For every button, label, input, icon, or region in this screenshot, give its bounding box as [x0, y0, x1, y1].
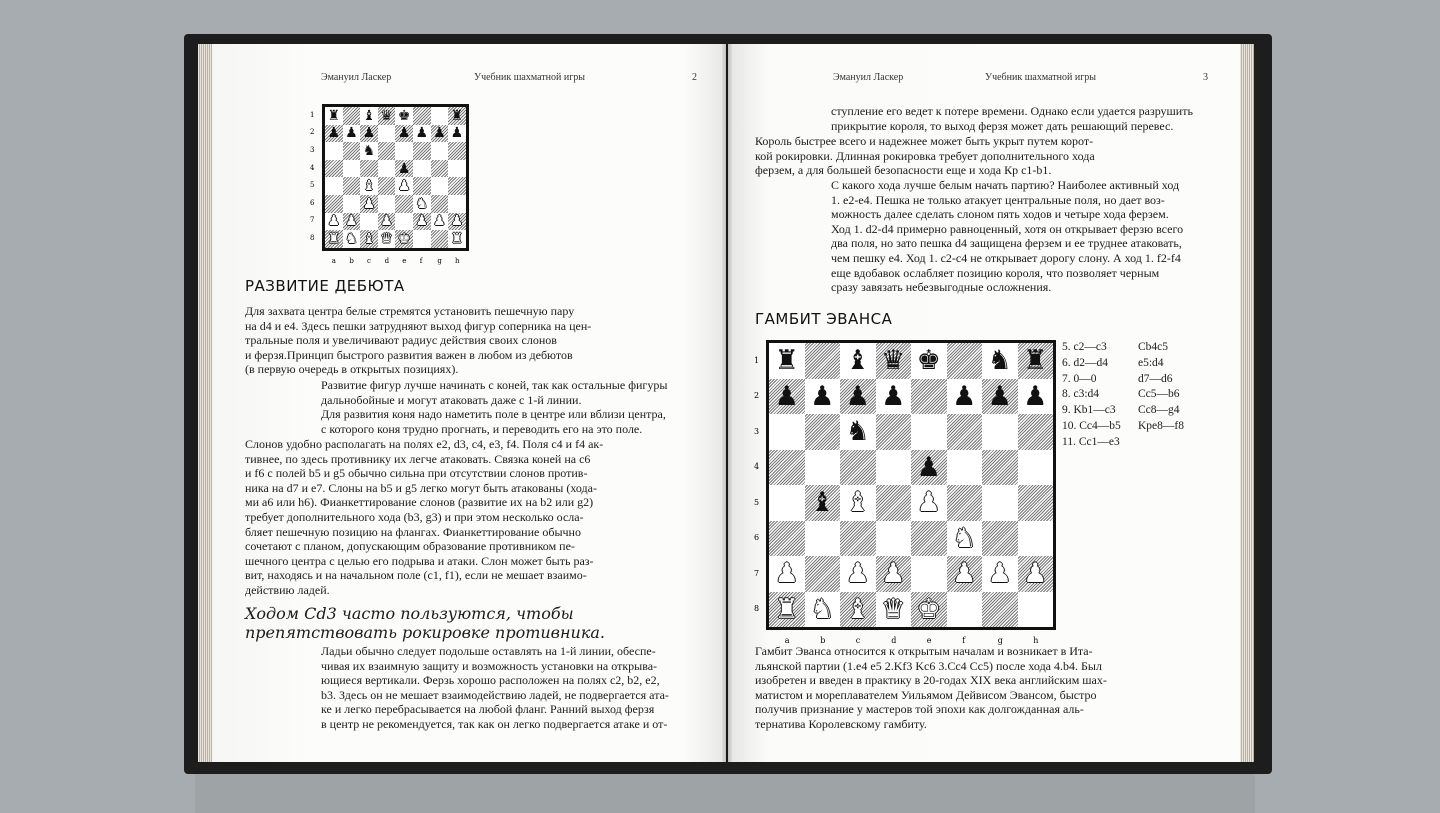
left-paragraph-3: Слонов удобно располагать на полях e2, d3, c4, e3, f4. Поля c4 и f4 ак- тивнее, по здесь противнику их легче атаковать. Связка коней на c6 и f6 с полей b5 и g5 обычно сильна при отсутствии слонов против- ника на d7 и e7. Слоны на b5 и g5 легко могут быть атакованы (ходa- ми a6 или h6). Фианкеттирование слонов (развитие их на b2 или g2) требует дополнительного хода (b3, g3) и при этом несколько осла- бляет пешечную позицию на флангах. Фианкеттирование обычно сочетают с планом, допускающим образование противником пе- шечного центра с целью его подрыва и атаки. Слон может быть раз- вит, находясь и на начальном поле (c1, f1), если не мешает взаимо- действию ладей.: [245, 437, 604, 597]
board-square: [431, 177, 449, 195]
board-square: [982, 556, 1018, 592]
white-pawn-icon: ♟: [1023, 558, 1048, 590]
board-square: [395, 142, 413, 160]
white-move: 7. 0—0: [1062, 372, 1097, 385]
black-rook-icon: ♜: [1023, 345, 1048, 377]
board-square: [395, 160, 413, 178]
black-pawn-icon: ♟: [987, 380, 1012, 412]
white-rook-icon: ♜: [450, 230, 464, 247]
board-square: [840, 556, 876, 592]
file-label: h: [1033, 636, 1039, 645]
white-move: 6. d2—d4: [1062, 356, 1108, 369]
black-move: d7—d6: [1138, 372, 1173, 385]
white-pawn-icon: ♟: [397, 178, 411, 195]
white-knight-icon: ♞: [810, 593, 835, 625]
board-square: [805, 450, 841, 486]
board-square: [325, 125, 343, 143]
board-square: [1018, 343, 1054, 379]
black-king-icon: ♚: [916, 345, 941, 377]
board-square: [413, 230, 431, 248]
right-paragraph-3: С какого хода лучше белым начать партию? Наиболее активный ход 1. e2-e4. Пешка не только атакует центральные поля, но дает воз- можность далее сделать слоном пять ходов и четыре хода ферзем. Ход 1. d2-d4 примерно равноценный, хотя он открывает ферзю всего два поля, но зато пешка d4 защищена ферзем и ее труднее атаковать, чем пешку e4. Ход 1. c2-c4 не открывает дорогу слону. А ход 1. f2-f4 еще вдобавок ослабляет позицию короля, что позволяет черным сразу завязать небезвыгодные осложнения.: [831, 178, 1184, 295]
white-bishop-icon: ♝: [845, 593, 870, 625]
white-pawn-icon: ♟: [987, 558, 1012, 590]
board-square: [947, 450, 983, 486]
board-square: [395, 107, 413, 125]
black-queen-icon: ♛: [881, 345, 906, 377]
board-square: [325, 142, 343, 160]
file-label: d: [384, 256, 390, 265]
white-pawn-icon: ♟: [774, 558, 799, 590]
black-pawn-icon: ♟: [774, 380, 799, 412]
board-square: [448, 230, 466, 248]
black-rook-icon: ♜: [450, 107, 464, 124]
right-paragraph-2: Король быстрее всего и надежнее может быть укрыт путем корот- кой рокировки. Длинная рокировка требует дополнительного хода ферзем, а для большей безопасности еще и хода Кр c1-b1.: [755, 134, 1095, 178]
board-square: [343, 160, 361, 178]
board-square: [805, 592, 841, 628]
board-square: [413, 195, 431, 213]
board-square: [805, 343, 841, 379]
board-square: [1018, 450, 1054, 486]
black-queen-icon: ♛: [380, 107, 393, 124]
black-move: Cb4c5: [1138, 341, 1169, 353]
board-square: [360, 177, 378, 195]
black-bishop-icon: ♝: [845, 345, 870, 377]
board-square: [769, 485, 805, 521]
board-square: [1018, 485, 1054, 521]
board-square: [360, 142, 378, 160]
board-square: [431, 125, 449, 143]
file-label: c: [367, 256, 371, 265]
rank-label: 4: [754, 462, 760, 472]
rank-label: 2: [310, 128, 315, 137]
board-square: [448, 195, 466, 213]
file-label: b: [349, 256, 354, 265]
board-square: [395, 177, 413, 195]
left-page: [212, 44, 726, 762]
file-label: g: [997, 636, 1003, 645]
white-pawn-icon: ♟: [345, 213, 358, 230]
board-square: [840, 414, 876, 450]
file-label: b: [820, 636, 826, 645]
black-knight-icon: ♞: [987, 345, 1012, 377]
board-square: [911, 485, 947, 521]
board-square: [911, 343, 947, 379]
board-square: [413, 213, 431, 231]
board-square: [378, 142, 396, 160]
black-move: Kpe8—f8: [1138, 419, 1184, 432]
white-knight-icon: ♞: [952, 522, 977, 554]
board-square: [431, 213, 449, 231]
board-square: [325, 160, 343, 178]
white-pawn-icon: ♟: [881, 558, 906, 590]
board-square: [876, 521, 912, 557]
rank-label: 8: [754, 604, 760, 614]
board-square: [378, 213, 396, 231]
board-square: [805, 414, 841, 450]
rank-label: 1: [754, 355, 760, 365]
board-square: [378, 107, 396, 125]
board-square: [982, 343, 1018, 379]
board-square: [431, 195, 449, 213]
board-square: [431, 230, 449, 248]
board-square: [911, 556, 947, 592]
board-square: [840, 450, 876, 486]
black-pawn-icon: ♟: [397, 160, 411, 177]
board-square: [1018, 379, 1054, 415]
white-pawn-icon: ♟: [433, 213, 446, 230]
white-pawn-icon: ♟: [916, 487, 941, 519]
black-rook-icon: ♜: [774, 345, 799, 377]
board-square: [876, 414, 912, 450]
board-square: [840, 592, 876, 628]
board-square: [413, 142, 431, 160]
file-label: e: [402, 256, 407, 265]
board-square: [343, 107, 361, 125]
board-square: [911, 450, 947, 486]
board-square: [413, 125, 431, 143]
board-square: [769, 343, 805, 379]
white-bishop-icon: ♝: [362, 178, 376, 195]
black-rook-icon: ♜: [327, 107, 341, 124]
file-label: g: [437, 256, 442, 265]
board-square: [343, 230, 361, 248]
file-label: f: [962, 636, 966, 645]
board-square: [325, 107, 343, 125]
right-page: [728, 44, 1240, 762]
board-square: [947, 592, 983, 628]
board-square: [982, 592, 1018, 628]
board-square: [343, 125, 361, 143]
left-heading: РАЗВИТИЕ ДЕБЮТА: [245, 277, 405, 295]
rank-label: 8: [310, 234, 315, 242]
black-pawn-icon: ♟: [433, 125, 446, 142]
board-square: [840, 379, 876, 415]
left-header-title: Учебник шахматной игры: [474, 72, 586, 83]
board-square: [413, 160, 431, 178]
board-square: [378, 160, 396, 178]
board-square: [343, 177, 361, 195]
board-square: [982, 450, 1018, 486]
board-square: [448, 160, 466, 178]
board-square: [982, 521, 1018, 557]
white-pawn-icon: ♟: [450, 213, 464, 230]
file-label: d: [891, 636, 897, 645]
board-square: [805, 521, 841, 557]
board-square: [982, 485, 1018, 521]
file-label: e: [926, 636, 932, 645]
chess-board: [766, 340, 1056, 630]
rank-label: 7: [754, 568, 760, 578]
board-square: [395, 125, 413, 143]
board-square: [911, 379, 947, 415]
board-square: [876, 485, 912, 521]
book-shadow: [195, 768, 1255, 813]
right-header-author: Эмануил Ласкер: [833, 72, 904, 83]
left-paragraph-1: Для захвата центра белые стремятся установить пешечную пару на d4 и e4. Здесь пешки затрудняют выход фигур соперника на цен- тральные поля и увеличивают радиус действия своих слонов и ферзя.Принцип быстрого развития важен в любом из дебютов (в первую очередь в открытых позициях).: [245, 304, 592, 377]
black-bishop-icon: ♝: [362, 107, 376, 124]
rank-label: 5: [754, 497, 760, 507]
board-square: [413, 177, 431, 195]
black-move: Cc8—g4: [1138, 404, 1180, 417]
board-square: [448, 107, 466, 125]
white-move: 9. Kb1—c3: [1062, 404, 1116, 417]
black-pawn-icon: ♟: [362, 125, 376, 142]
white-queen-icon: ♛: [380, 230, 393, 247]
board-square: [378, 125, 396, 143]
white-move: 10. Cc4—b5: [1062, 419, 1121, 432]
book-gutter: [722, 44, 732, 762]
board-square: [360, 213, 378, 231]
board-square: [947, 343, 983, 379]
rank-label: 6: [754, 533, 760, 543]
board-square: [911, 521, 947, 557]
board-square: [876, 450, 912, 486]
board-square: [911, 414, 947, 450]
black-bishop-icon: ♝: [810, 487, 835, 519]
page-edges-right: [1238, 44, 1254, 762]
board-square: [805, 379, 841, 415]
board-square: [325, 177, 343, 195]
board-square: [378, 177, 396, 195]
board-square: [360, 230, 378, 248]
black-pawn-icon: ♟: [397, 125, 411, 142]
white-knight-icon: ♞: [345, 230, 358, 247]
board-square: [448, 142, 466, 160]
board-square: [947, 556, 983, 592]
black-pawn-icon: ♟: [952, 380, 977, 412]
black-pawn-icon: ♟: [810, 380, 835, 412]
board-square: [805, 556, 841, 592]
white-queen-icon: ♛: [881, 593, 906, 625]
board-square: [947, 414, 983, 450]
board-square: [876, 379, 912, 415]
black-pawn-icon: ♟: [327, 125, 341, 142]
board-square: [325, 230, 343, 248]
left-paragraph-4: Ладьи обычно следует подольше оставлять на 1-й линии, обеспе- чивая их взаимную защиту и возможность установки на открыва- ющиеся вертикали. Ферзь хорошо расположен на полях c2, b2, e2, b3. Здесь он не мешает взаимодействию ладей, не подвергается ата- ке и легко перебрасывается на любой фланг. Ранний выход ферзя в центр не рекомендуется, так как он легко подвергается атаке и от-: [321, 644, 669, 731]
black-pawn-icon: ♟: [845, 380, 870, 412]
black-moves: [1138, 340, 1184, 435]
white-rook-icon: ♜: [774, 593, 799, 625]
file-label: a: [784, 636, 790, 645]
white-pawn-icon: ♟: [952, 558, 977, 590]
white-pawn-icon: ♟: [327, 213, 341, 230]
board-square: [805, 485, 841, 521]
board-square: [395, 213, 413, 231]
right-paragraph-4: Гамбит Эванса относится к открытым началам и возникает в Ита- льянской партии (1.e4 e5 2.Kf3 Kc6 3.Cc4 Cc5) после хода 4.b4. Был изобретен и введен в практику в 20-годах XIX века английским шах- матистом и мореплавателем Уильямом Дейвисом Эвансом, быстро получив признание у мастеров той эпохи как долгожданная аль- тернатива Королевскому гамбиту.: [755, 644, 1107, 731]
white-king-icon: ♚: [397, 230, 411, 247]
board-square: [395, 195, 413, 213]
file-label: a: [331, 256, 336, 265]
board-square: [448, 177, 466, 195]
board-square: [431, 160, 449, 178]
board-square: [840, 485, 876, 521]
black-knight-icon: ♞: [845, 416, 870, 448]
white-pawn-icon: ♟: [362, 195, 376, 212]
board-square: [360, 160, 378, 178]
file-label: h: [455, 256, 460, 265]
board-square: [840, 343, 876, 379]
board-square: [1018, 521, 1054, 557]
black-knight-icon: ♞: [362, 142, 376, 159]
black-king-icon: ♚: [397, 107, 411, 124]
board-square: [395, 230, 413, 248]
board-square: [911, 592, 947, 628]
black-pawn-icon: ♟: [415, 125, 429, 142]
black-pawn-icon: ♟: [916, 451, 941, 483]
right-paragraph-1: ступление его ведет к потере времени. Однако если удается разрушить прикрытие короля, то выход ферзя может дать решающий перевес.: [831, 104, 1193, 133]
white-move: 8. c3:d4: [1062, 388, 1100, 401]
white-bishop-icon: ♝: [845, 487, 870, 519]
board-square: [769, 379, 805, 415]
board-square: [1018, 592, 1054, 628]
rank-label: 7: [310, 216, 315, 225]
board-square: [360, 107, 378, 125]
right-page-number: 3: [1203, 72, 1208, 83]
chess-board: [322, 104, 469, 251]
right-header-title: Учебник шахматной игры: [985, 72, 1097, 83]
black-pawn-icon: ♟: [450, 125, 464, 142]
rank-label: 2: [754, 391, 760, 401]
board-square: [769, 521, 805, 557]
white-moves: [1062, 340, 1121, 451]
board-square: [947, 485, 983, 521]
white-king-icon: ♚: [916, 593, 941, 625]
left-page-number: 2: [692, 72, 697, 83]
rank-label: 5: [310, 181, 315, 190]
black-pawn-icon: ♟: [881, 380, 906, 412]
white-knight-icon: ♞: [415, 195, 429, 212]
board-square: [1018, 414, 1054, 450]
board-square: [840, 521, 876, 557]
white-pawn-icon: ♟: [845, 558, 870, 590]
black-move: e5:d4: [1138, 356, 1164, 369]
white-rook-icon: ♜: [327, 230, 341, 247]
board-square: [769, 556, 805, 592]
board-square: [982, 414, 1018, 450]
left-pull-quote: Ходом Cd3 часто пользуются, чтобы препятствовать рокировке противника.: [245, 604, 606, 642]
board-square: [378, 195, 396, 213]
rank-label: 6: [310, 198, 315, 207]
file-label: c: [855, 636, 861, 645]
board-square: [360, 125, 378, 143]
white-bishop-icon: ♝: [362, 230, 376, 247]
board-square: [343, 213, 361, 231]
white-move: 5. c2—c3: [1062, 341, 1107, 353]
board-square: [876, 592, 912, 628]
rank-label: 3: [754, 426, 760, 436]
board-square: [876, 343, 912, 379]
board-square: [325, 195, 343, 213]
white-pawn-icon: ♟: [415, 213, 429, 230]
board-square: [431, 142, 449, 160]
board-square: [378, 230, 396, 248]
white-move: 11. Cc1—e3: [1062, 435, 1120, 448]
board-square: [413, 107, 431, 125]
black-pawn-icon: ♟: [345, 125, 358, 142]
board-square: [325, 213, 343, 231]
board-square: [769, 592, 805, 628]
board-square: [947, 521, 983, 557]
board-square: [876, 556, 912, 592]
board-square: [769, 450, 805, 486]
board-square: [448, 213, 466, 231]
board-square: [343, 195, 361, 213]
rank-label: 4: [310, 163, 315, 172]
board-square: [947, 379, 983, 415]
file-label: f: [419, 256, 423, 265]
rank-label: 1: [310, 110, 315, 119]
board-square: [343, 142, 361, 160]
left-header-author: Эмануил Ласкер: [321, 72, 392, 83]
left-paragraph-2: Развитие фигур лучше начинать с коней, так как остальные фигуры дальнобойные и могут атаковать даже с 1-й линии. Для развития коня надо наметить поле в центре или вблизи центра, с которого коня трудно прогнать, и переводить его на это поле.: [321, 378, 668, 436]
board-square: [431, 107, 449, 125]
black-move: Cc5—b6: [1138, 388, 1180, 401]
white-pawn-icon: ♟: [380, 213, 393, 230]
black-pawn-icon: ♟: [1023, 380, 1048, 412]
board-square: [982, 379, 1018, 415]
board-square: [769, 414, 805, 450]
board-square: [360, 195, 378, 213]
right-heading: ГАМБИТ ЭВАНСА: [755, 310, 893, 328]
rank-label: 3: [310, 146, 315, 154]
board-square: [1018, 556, 1054, 592]
board-square: [448, 125, 466, 143]
